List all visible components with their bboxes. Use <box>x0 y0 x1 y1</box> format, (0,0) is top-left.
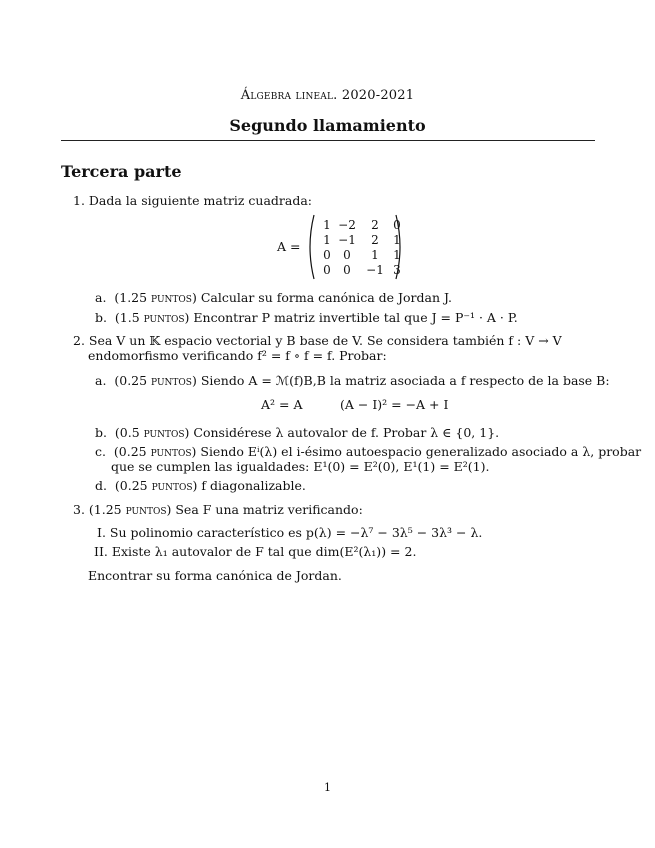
problem-2b-text: Considérese λ autovalor de f. Probar λ ∈ {0, 1}. <box>193 425 500 440</box>
problem-2b-points: (0.5 puntos) <box>114 425 190 440</box>
problem-2-intro-1: 2. Sea V un 𝕂 espacio vectorial y B base de V. Se considera también f : V → V <box>73 333 562 348</box>
problem-2a-text: Siendo A = ℳ(f)B,B la matriz asociada a f respecto de la base B: <box>200 373 610 388</box>
problem-2-intro-2: endomorfismo verificando f² = f ∘ f = f. Probar: <box>88 348 387 363</box>
matrix-label: A = <box>277 239 301 254</box>
problem-1a: a. (1.25 puntos) Calcular su forma canónica de Jordan J. <box>95 290 453 305</box>
problem-2c-text-2: que se cumplen las igualdades: E¹(0) = E²(0), E¹(1) = E²(1). <box>111 459 490 474</box>
exam-title: Segundo llamamiento <box>229 116 426 135</box>
problem-2a-eq2: (A − I)² = −A + I <box>340 397 449 412</box>
problem-3-points: 3. (1.25 puntos) <box>73 502 172 517</box>
problem-2d-points: (0.25 puntos) <box>114 478 198 493</box>
matrix-cell: 1 <box>323 233 331 247</box>
matrix-cell: 1 <box>323 218 331 232</box>
matrix-cell: 0 <box>323 263 331 277</box>
problem-3-i: I. Su polinomio característico es p(λ) = −λ⁷ − 3λ⁵ − 3λ³ − λ. <box>97 525 483 540</box>
problem-3-intro <box>73 502 363 517</box>
matrix-a <box>277 214 417 280</box>
problem-3-text: Sea F una matriz verificando: <box>175 502 363 517</box>
problem-3-ii: II. Existe λ₁ autovalor de F tal que dim(E²(λ₁)) = 2. <box>94 544 417 559</box>
matrix-cell: 2 <box>371 233 379 247</box>
problem-2a-eq1: A² = A <box>261 397 303 412</box>
course-header: Álgebra lineal. 2020-2021 <box>240 88 415 103</box>
problem-2d-text: f diagonalizable. <box>201 478 306 493</box>
matrix-left-paren <box>305 214 315 280</box>
problem-1b: b. (1.5 puntos) Encontrar P matriz invertible tal que J = P⁻¹ · A · P. <box>95 310 518 325</box>
matrix-cell: 0 <box>343 248 351 262</box>
problem-2c: c. (0.25 puntos) Siendo Eⁱ(λ) el i-ésimo autoespacio generalizado asociado a λ, probar <box>95 444 642 459</box>
matrix-cell: 1 <box>393 248 401 262</box>
matrix-cell: −1 <box>338 233 356 247</box>
problem-2b: b. (0.5 puntos) Considérese λ autovalor de f. Probar λ ∈ {0, 1}. <box>95 425 500 440</box>
matrix-cell: −1 <box>366 263 384 277</box>
matrix-cell: 3 <box>393 263 401 277</box>
page-number: 1 <box>324 781 331 794</box>
problem-1b-text: Encontrar P matriz invertible tal que J = P⁻¹ · A · P. <box>193 310 518 325</box>
matrix-cell: −2 <box>338 218 356 232</box>
problem-1a-text: Calcular su forma canónica de Jordan J. <box>200 290 453 305</box>
problem-2d: d. (0.25 puntos) f diagonalizable. <box>95 478 306 493</box>
problem-1-intro: 1. Dada la siguiente matriz cuadrada: <box>73 193 312 208</box>
matrix-cell: 0 <box>343 263 351 277</box>
matrix-cell: 1 <box>393 233 401 247</box>
problem-2c-text-1: Siendo Eⁱ(λ) el i-ésimo autoespacio generalizado asociado a λ, probar <box>200 444 642 459</box>
problem-2c-points: (0.25 puntos) <box>113 444 197 459</box>
matrix-cell: 2 <box>371 218 379 232</box>
problem-2a-points: (0.25 puntos) <box>114 373 197 388</box>
problem-2a: a. (0.25 puntos) Siendo A = ℳ(f)B,B la matriz asociada a f respecto de la base B: <box>95 373 610 388</box>
matrix-cell: 0 <box>323 248 331 262</box>
matrix-cell: 1 <box>371 248 379 262</box>
matrix-right-paren <box>395 214 405 280</box>
problem-1a-points: (1.25 puntos) <box>114 290 197 305</box>
problem-3-closing: Encontrar su forma canónica de Jordan. <box>88 568 342 583</box>
matrix-cell: 0 <box>393 218 401 232</box>
header-rule <box>61 140 595 141</box>
section-title: Tercera parte <box>61 162 182 181</box>
problem-1b-points: (1.5 puntos) <box>114 310 190 325</box>
